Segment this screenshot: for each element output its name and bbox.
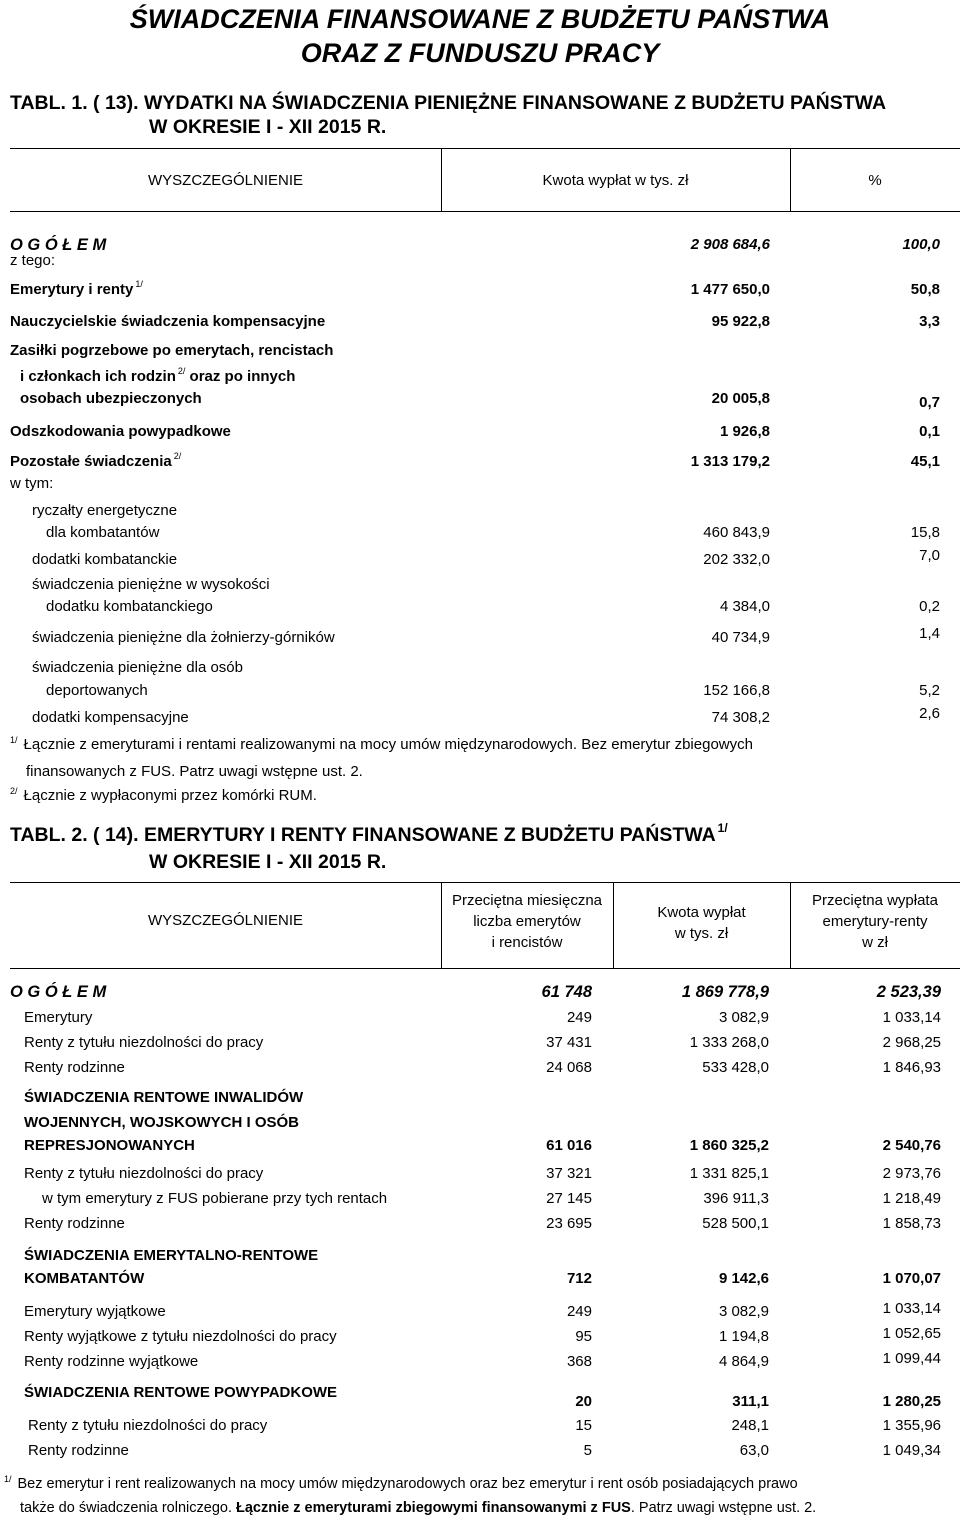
table2-row-average: 1 218,49 — [882, 1190, 941, 1207]
table2-row-label: w tym emerytury z FUS pobierane przy tych rentach — [42, 1190, 388, 1207]
table2-row-count: 37 431 — [546, 1034, 592, 1051]
table2-row-label: ŚWIADCZENIA EMERYTALNO-RENTOWE — [24, 1247, 319, 1264]
header-line: Przeciętna miesięczna — [451, 892, 603, 909]
table1-row-percent: 45,1 — [910, 453, 940, 470]
row-label-text: Zasiłki pogrzebowe po emerytach, rencistach — [10, 342, 334, 359]
table1-row-percent: 100,0 — [902, 236, 940, 253]
row-label-text: Odszkodowania powypadkowe — [10, 423, 231, 440]
table1-row-percent: 2,6 — [919, 705, 940, 722]
table2-row-label: WOJENNYCH, WOJSKOWYCH I OSÓB — [24, 1114, 300, 1131]
table2-row-count: 20 — [575, 1393, 592, 1410]
footnote-text: Łącznie z wypłaconymi przez komórki RUM. — [23, 787, 317, 804]
table2-row-label: Emerytury — [24, 1009, 93, 1026]
footnote-text: także do świadczenia rolniczego. — [20, 1500, 237, 1516]
table1-header-description: WYSZCZEGÓLNIENIE — [147, 172, 304, 189]
table2-footnote-cont — [20, 1501, 816, 1516]
table2-row-label: Renty rodzinne — [28, 1442, 129, 1459]
header-line: Przeciętna wypłata — [812, 892, 938, 909]
table2-row-count: 24 068 — [546, 1059, 592, 1076]
table2-row-amount: 1 860 325,2 — [689, 1137, 769, 1154]
table2-row-label: KOMBATANTÓW — [24, 1270, 145, 1287]
table2-row-label: Renty wyjątkowe z tytułu niezdolności do pracy — [24, 1328, 337, 1345]
table2-row-average: 1 355,96 — [882, 1417, 941, 1434]
table2-title-text: TABL. 2. ( 14). EMERYTURY I RENTY FINANSOWANE Z BUDŻETU PAŃSTWA — [10, 824, 716, 846]
table1-row-percent: 3,3 — [919, 313, 940, 330]
table1-row-amount: 202 332,0 — [703, 551, 770, 568]
table2-header-average — [790, 890, 960, 953]
table2-row-average: 1 099,44 — [882, 1350, 941, 1367]
table1-row-label — [32, 577, 270, 592]
table2-row-count: 712 — [566, 1270, 592, 1287]
footnote-ref: 2/ — [177, 366, 186, 376]
table2-row-label: REPRESJONOWANYCH — [24, 1137, 195, 1154]
table1-row-label — [10, 424, 231, 439]
row-label-text: dodatku kombatanckiego — [46, 598, 213, 615]
table1-title-line1: TABL. 1. ( 13). WYDATKI NA ŚWIADCZENIA PIENIĘŻNE FINANSOWANE Z BUDŻETU PAŃSTWA — [10, 92, 887, 114]
table2-row-average: 1 052,65 — [882, 1325, 941, 1342]
table2-row-average: 1 070,07 — [882, 1270, 941, 1287]
table1-footnote-2 — [10, 788, 317, 803]
table2-row-amount: 311,1 — [732, 1393, 769, 1410]
table2-title-footnote-mark: 1/ — [717, 821, 728, 835]
table1-row-label — [10, 253, 55, 268]
table1-row-amount: 20 005,8 — [711, 390, 770, 407]
row-label-text: Pozostałe świadczenia — [10, 453, 172, 470]
table2-row-label: Renty z tytułu niezdolności do pracy — [24, 1034, 264, 1051]
table1-row-label — [46, 525, 159, 540]
footnote-text: Bez emerytur i rent realizowanych na mocy umów międzynarodowych oraz bez emerytur i rent osób posiadających prawo — [17, 1476, 798, 1492]
table1-header-percent: % — [868, 172, 882, 189]
footnote-ref: 2/ — [173, 451, 182, 461]
table2-row-count: 61 748 — [541, 983, 592, 1001]
footnote-mark: 2/ — [10, 786, 18, 796]
table1-row-percent: 50,8 — [910, 281, 940, 298]
table1-row-amount: 2 908 684,6 — [690, 236, 770, 253]
table1-row-amount: 152 166,8 — [703, 682, 770, 699]
table2-row-amount: 3 082,9 — [718, 1303, 769, 1320]
table2-row-count: 27 145 — [546, 1190, 592, 1207]
table1-row-amount: 95 922,8 — [711, 313, 770, 330]
table2-row-count: 61 016 — [546, 1137, 592, 1154]
header-line: emerytury-renty — [822, 913, 928, 930]
table1-row-amount: 1 926,8 — [719, 423, 770, 440]
table2-row-label: ŚWIADCZENIA RENTOWE INWALIDÓW — [24, 1089, 304, 1106]
table2-row-average: 1 033,14 — [882, 1009, 941, 1026]
table2-row-label: ŚWIADCZENIA RENTOWE POWYPADKOWE — [24, 1384, 338, 1401]
table1-row-amount: 74 308,2 — [711, 709, 770, 726]
table2-row-amount: 4 864,9 — [718, 1353, 769, 1370]
table2-top-rule — [10, 882, 960, 883]
table1-row-label — [32, 552, 177, 567]
row-label-text: z tego: — [10, 252, 56, 269]
table2-row-count: 15 — [575, 1417, 592, 1434]
row-label-text: dodatki kombatanckie — [32, 551, 178, 568]
row-label-text: Emerytury i renty — [10, 281, 134, 298]
table2-row-count: 368 — [566, 1353, 592, 1370]
table2-row-average: 1 280,25 — [882, 1393, 941, 1410]
row-label-text: świadczenia pieniężne w wysokości — [32, 576, 270, 593]
table2-row-average: 2 968,25 — [882, 1034, 941, 1051]
footnote-text: . Patrz uwagi wstępne ust. 2. — [630, 1500, 817, 1516]
table1-footnote-1-cont: finansowanych z FUS. Patrz uwagi wstępne ust. 2. — [26, 763, 363, 780]
table2-row-amount: 63,0 — [739, 1442, 769, 1459]
table2-row-count: 249 — [566, 1009, 592, 1026]
table1-row-percent: 0,2 — [919, 598, 940, 615]
table1-row-label — [10, 476, 53, 491]
page-title-line2: ORAZ Z FUNDUSZU PRACY — [300, 38, 660, 68]
table1-row-amount: 1 313 179,2 — [690, 453, 770, 470]
footnote-ref: 1/ — [135, 279, 143, 289]
table2-title-line2: W OKRESIE I - XII 2015 R. — [149, 851, 387, 873]
table1-row-label — [32, 710, 189, 725]
row-label-text: Nauczycielskie świadczenia kompensacyjne — [10, 313, 326, 330]
table2-row-amount: 9 142,6 — [718, 1270, 769, 1287]
row-label-text: oraz po innych — [185, 368, 296, 385]
table1-row-percent: 15,8 — [910, 524, 940, 541]
table2-row-count: 23 695 — [546, 1215, 592, 1232]
table1-row-percent: 7,0 — [919, 547, 940, 564]
table2-row-average: 1 033,14 — [882, 1300, 941, 1317]
table1-row-amount: 40 734,9 — [711, 629, 770, 646]
table1-row-label — [10, 343, 333, 358]
table2-row-label: Renty z tytułu niezdolności do pracy — [28, 1417, 268, 1434]
header-line: liczba emerytów — [473, 913, 581, 930]
footnote-text-bold: Łącznie z emeryturami zbiegowymi finansowanymi z FUS — [236, 1500, 631, 1516]
table2-row-label: Renty rodzinne — [24, 1059, 125, 1076]
table1-row-label — [32, 660, 243, 675]
table1-header-rule — [10, 211, 960, 212]
table2-row-count: 249 — [566, 1303, 592, 1320]
footnote-text: Łącznie z emeryturami i rentami realizowanymi na mocy umów międzynarodowych. Bez emerytur zbiegowych — [23, 736, 753, 753]
table2-row-average: 1 858,73 — [882, 1215, 941, 1232]
table2-row-average: 1 846,93 — [882, 1059, 941, 1076]
table2-row-amount: 3 082,9 — [718, 1009, 769, 1026]
page-title-line1: ŚWIADCZENIA FINANSOWANE Z BUDŻETU PAŃSTWA — [129, 4, 831, 34]
table1-row-label — [10, 451, 182, 470]
row-label-text: i członkach ich rodzin — [20, 368, 176, 385]
header-line: Kwota wypłat — [657, 904, 746, 921]
table1-footnote-1 — [10, 737, 753, 752]
table2-row-amount: 1 869 778,9 — [681, 983, 769, 1001]
header-line: w tys. zł — [674, 925, 729, 942]
table2-header-description: WYSZCZEGÓLNIENIE — [147, 912, 304, 929]
table2-row-count: 37 321 — [546, 1165, 592, 1182]
row-label-text: dodatki kompensacyjne — [32, 709, 189, 726]
table1-row-label — [20, 366, 296, 385]
table2-footnote — [4, 1474, 798, 1492]
table1-row-amount: 460 843,9 — [703, 524, 770, 541]
table2-row-average: 2 523,39 — [876, 983, 941, 1001]
row-label-text: osobach ubezpieczonych — [20, 390, 202, 407]
footnote-mark: 1/ — [4, 1474, 12, 1484]
table2-header-rule — [10, 968, 960, 969]
table2-row-label: Renty rodzinne — [24, 1215, 125, 1232]
row-label-text: dla kombatantów — [46, 524, 160, 541]
table1-row-amount: 4 384,0 — [719, 598, 770, 615]
table2-row-label: Emerytury wyjątkowe — [24, 1303, 166, 1320]
table2-row-average: 1 049,34 — [882, 1442, 941, 1459]
table2-row-amount: 533 428,0 — [702, 1059, 769, 1076]
table2-row-amount: 1 333 268,0 — [689, 1034, 769, 1051]
table1-row-label — [32, 630, 335, 645]
table2-row-label: Renty rodzinne wyjątkowe — [24, 1353, 199, 1370]
table1-row-label — [20, 391, 202, 406]
table2-row-count: 5 — [583, 1442, 592, 1459]
table2-row-label: O G Ó Ł E M — [10, 983, 107, 1001]
table2-row-average: 2 540,76 — [882, 1137, 941, 1154]
table1-row-label — [10, 314, 325, 329]
table1-header-amount: Kwota wypłat w tys. zł — [542, 172, 689, 189]
table2-row-amount: 1 331 825,1 — [689, 1165, 769, 1182]
table2-row-amount: 1 194,8 — [718, 1328, 769, 1345]
row-label-text: deportowanych — [46, 682, 148, 699]
table1-title-line2: W OKRESIE I - XII 2015 R. — [149, 116, 387, 138]
table2-row-count: 95 — [575, 1328, 592, 1345]
table2-row-label: Renty z tytułu niezdolności do pracy — [24, 1165, 264, 1182]
table1-row-label — [10, 279, 143, 298]
table2-row-average: 2 973,76 — [882, 1165, 941, 1182]
row-label-text: w tym: — [10, 475, 54, 492]
table1-row-amount: 1 477 650,0 — [690, 281, 770, 298]
table1-row-label — [46, 683, 148, 698]
table2-header-count — [441, 890, 613, 953]
row-label-text: ryczałty energetyczne — [32, 502, 178, 519]
footnote-mark: 1/ — [10, 735, 18, 745]
table1-row-percent: 0,1 — [919, 423, 940, 440]
table1-row-label — [46, 599, 213, 614]
header-line: w zł — [862, 934, 888, 951]
table2-title-line1 — [10, 821, 728, 846]
table2-row-amount: 396 911,3 — [703, 1190, 769, 1207]
row-label-text: O G Ó Ł E M — [10, 236, 107, 254]
table2-header-amount — [613, 902, 790, 944]
table2-row-amount: 248,1 — [731, 1417, 769, 1434]
table1-row-percent: 5,2 — [919, 682, 940, 699]
table1-row-percent: 1,4 — [919, 625, 940, 642]
row-label-text: świadczenia pieniężne dla żołnierzy-górników — [32, 629, 335, 646]
table1-row-label — [32, 503, 177, 518]
table1-top-rule — [10, 148, 960, 149]
row-label-text: świadczenia pieniężne dla osób — [32, 659, 243, 676]
table2-row-amount: 528 500,1 — [702, 1215, 769, 1232]
table1-row-percent: 0,7 — [919, 394, 940, 411]
header-line: i rencistów — [491, 934, 563, 951]
